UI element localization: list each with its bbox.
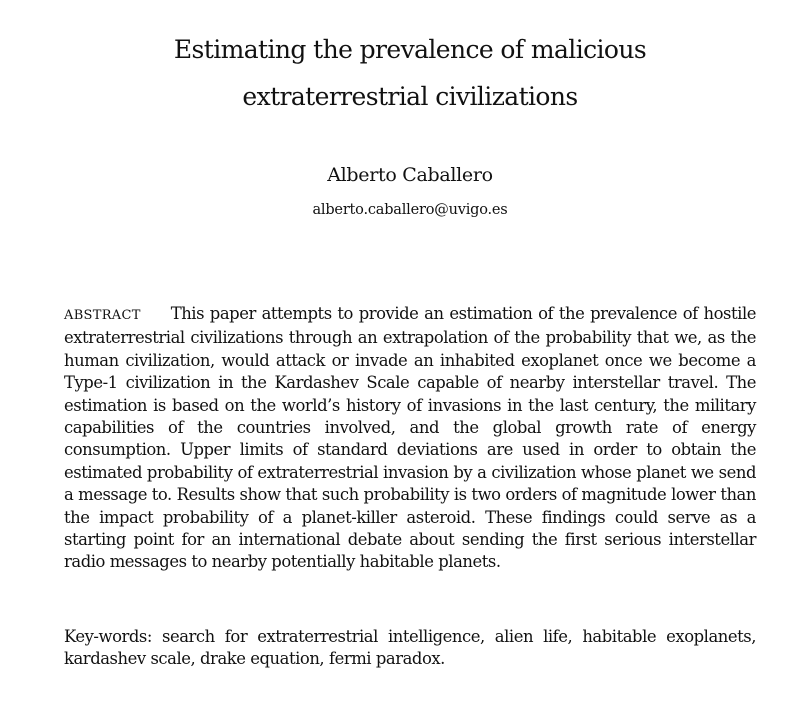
author-email: alberto.caballero@uvigo.es	[312, 202, 508, 218]
abstract-text: This paper attempts to provide an estimation of the prevalence of hostile extraterrestrial civilizations through an extrapolation of the probability that we, as the human civilization, would attack or invade an inhabited exoplanet once we become a Type-1 civilization in the Kardashev Scale capable of nearby interstellar travel. The estimation is based on the world’s history of invasions in the last century, the military capabilities of the countries involved, and the global growth rate of energy consumption. Upper limits of standard deviations are used in order to obtain the estimated probability of extraterrestrial invasion by a civilization whose planet we send a message to. Results show that such probability is two orders of magnitude lower than the impact probability of a planet-killer asteroid. These findings could serve as a starting point for an international debate about sending the first serious interstellar radio messages to nearby potentially habitable planets.	[64, 304, 756, 572]
abstract	[64, 303, 756, 574]
title-line-2: extraterrestrial civilizations	[242, 82, 578, 111]
paper-title	[60, 26, 760, 120]
keywords: Key-words: search for extraterrestrial intelligence, alien life, habitable exoplanets, kardashev scale, drake equation, fermi paradox.	[64, 627, 756, 669]
author-name: Alberto Caballero	[327, 164, 493, 186]
abstract-label: ABSTRACT	[64, 308, 141, 323]
title-line-1: Estimating the prevalence of malicious	[173, 35, 647, 64]
